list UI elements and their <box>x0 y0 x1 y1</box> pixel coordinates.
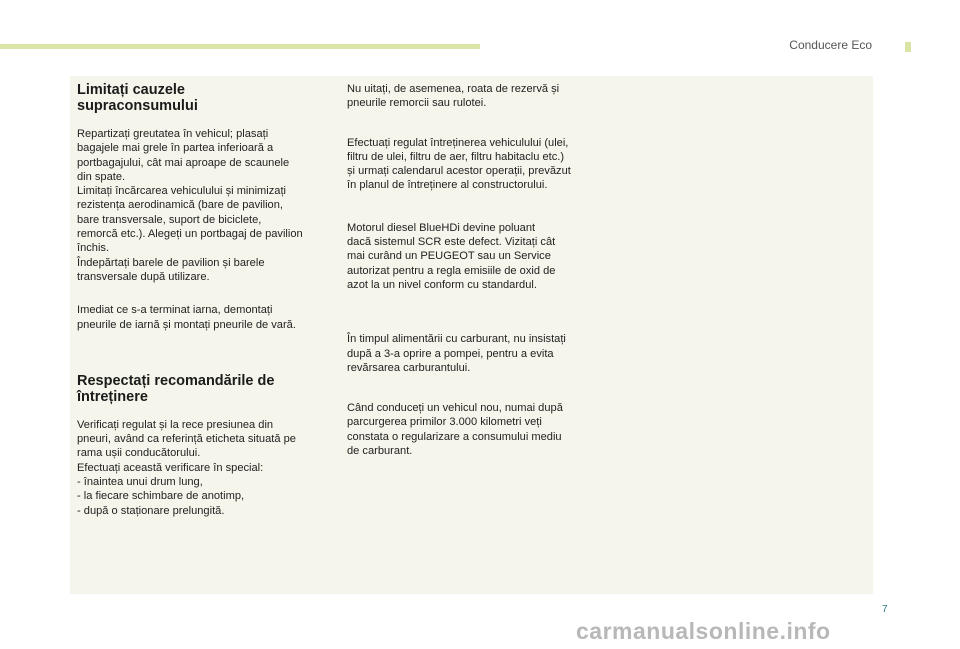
section-title: Conducere Eco <box>789 38 872 52</box>
paragraph-tyre-pressure: Verificați regulat și la rece presiunea din pneuri, având ca referință eticheta situată pe rama ușii conducătorului. Efectuați această verificare în special: - înaintea unui drum lung, - la fiecare schimbare de anotimp, - după o staționare prelungită. <box>77 418 296 517</box>
paragraph-new-vehicle: Când conduceți un vehicul nou, numai după parcurgerea primilor 3.000 kilometri veți constata o regularizare a consumului mediu de carburant. <box>347 402 563 458</box>
paragraph-diesel-scr: Motorul diesel BlueHDi devine poluant dacă sistemul SCR este defect. Vizitați cât mai curând un PEUGEOT sau un Service autorizat pentru a regla emisiile de oxid de azot la un nivel conform cu standardul. <box>347 221 556 291</box>
left-column <box>77 82 335 518</box>
heading-maintenance: Respectați recomandările de întreținere <box>77 372 275 405</box>
section-marker <box>905 42 911 52</box>
heading-limit-causes: Limitați cauzele supraconsumului <box>77 82 198 114</box>
paragraph-spare-wheel: Nu uitați, de asemenea, roata de rezervă și pneurile remorcii sau rulotei. <box>347 83 560 110</box>
header-accent-bar <box>0 44 480 49</box>
paragraph-winter-tyres: Imediat ce s-a terminat iarna, demontați pneurile de iarnă și montați pneurile de vară. <box>77 304 296 331</box>
paragraph-refuelling: În timpul alimentării cu carburant, nu insistați după a 3-a oprire a pompei, pentru a evita revărsarea carburantului. <box>347 333 566 374</box>
paragraph-weight-distribution: Repartizați greutatea în vehicul; plasați bagajele mai grele în partea inferioară a portbagajului, cât mai aproape de scaunele din spate. Limitați încărcarea vehiculului și minimizați rezistența aerodinamică (bare de pavilion, bare transversale, suport de biciclete, remorcă etc.). Alegeți un portbagaj de pavilion închis. Îndepărtați barele de pavilion și barele transversale după utilizare. <box>77 128 303 283</box>
page-number: 7 <box>882 604 888 615</box>
middle-column <box>347 82 607 458</box>
watermark: carmanualsonline.info <box>576 618 831 644</box>
paragraph-servicing: Efectuați regulat întreținerea vehiculului (ulei, filtru de ulei, filtru de aer, filtru habitaclu etc.) și urmați calendarul acestor operații, prevăzut în planul de întreținere al constructorului. <box>347 136 571 192</box>
